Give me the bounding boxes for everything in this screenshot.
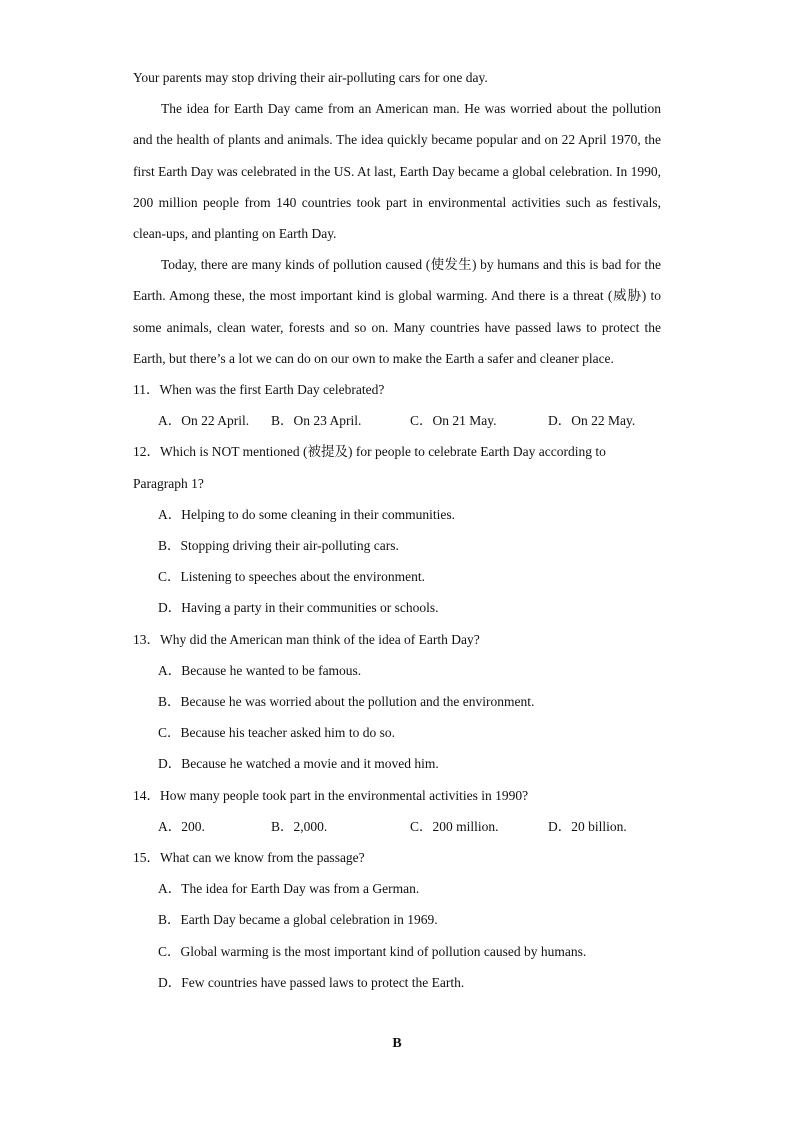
paragraph-earth-day-history: The idea for Earth Day came from an American man. He was worried about the pollution and the health of plants and animals. The idea quickly became popular and on 22 April 1970, the first Earth Day was celebrated in the US. At last, Earth Day became a global celebration. In 1990, 200 million people from 140 countries took part in environmental activities such as festivals, clean-ups, and planting on Earth Day. [133, 101, 661, 242]
question-12-option-b: B．Stopping driving their air-polluting cars. [158, 538, 399, 554]
section-label: B [392, 1036, 402, 1051]
question-11-option-a: A．On 22 April. [158, 413, 250, 429]
question-12-option-c: C．Listening to speeches about the environment. [158, 569, 425, 585]
question-11-options [133, 405, 661, 436]
question-14-option-a: A．200. [158, 818, 205, 834]
question-13-stem: 13．Why did the American man think of the idea of Earth Day? [133, 631, 480, 647]
question-15-option-d: D．Few countries have passed laws to protect the Earth. [158, 974, 465, 990]
question-11-option-b: B．On 23 April. [271, 413, 362, 429]
question-13-option-c: C．Because his teacher asked him to do so. [158, 725, 395, 741]
question-13-option-d: D．Because he watched a movie and it moved him. [158, 756, 439, 772]
document-body [133, 62, 661, 998]
question-15-option-a: A．The idea for Earth Day was from a German. [158, 881, 420, 897]
question-14-stem: 14．How many people took part in the environmental activities in 1990? [133, 787, 529, 803]
question-14-option-c: C．200 million. [410, 818, 499, 834]
question-15-stem: 15．What can we know from the passage? [133, 850, 365, 866]
question-12-option-a: A．Helping to do some cleaning in their communities. [158, 506, 455, 522]
paragraph-pollution-today: Today, there are many kinds of pollution caused (使发生) by humans and this is bad for the Earth. Among these, the most important kind is global warming. And there is a threat (威胁) to some animals, clean water, forests and so on. Many countries have passed laws to protect the Earth, but there’s a lot we can do on our own to make the Earth a safer and cleaner place. [133, 257, 661, 366]
intro-line: Your parents may stop driving their air-polluting cars for one day. [133, 70, 488, 85]
question-14-options [133, 811, 661, 842]
question-14-option-d: D．20 billion. [548, 818, 627, 834]
question-15-option-b: B．Earth Day became a global celebration in 1969. [158, 912, 438, 928]
question-12-option-d: D．Having a party in their communities or schools. [158, 600, 439, 616]
question-11-option-c: C．On 21 May. [410, 413, 497, 429]
question-15-option-c: C．Global warming is the most important kind of pollution caused by humans. [158, 943, 587, 959]
question-13-option-a: A．Because he wanted to be famous. [158, 662, 362, 678]
question-14-option-b: B．2,000. [271, 818, 328, 834]
question-12-stem: 12．Which is NOT mentioned (被提及) for people to celebrate Earth Day according to Paragraph 1? [133, 444, 606, 491]
question-11-option-d: D．On 22 May. [548, 413, 636, 429]
question-13-option-b: B．Because he was worried about the pollution and the environment. [158, 694, 535, 710]
question-11-stem: 11．When was the first Earth Day celebrated? [133, 382, 385, 398]
